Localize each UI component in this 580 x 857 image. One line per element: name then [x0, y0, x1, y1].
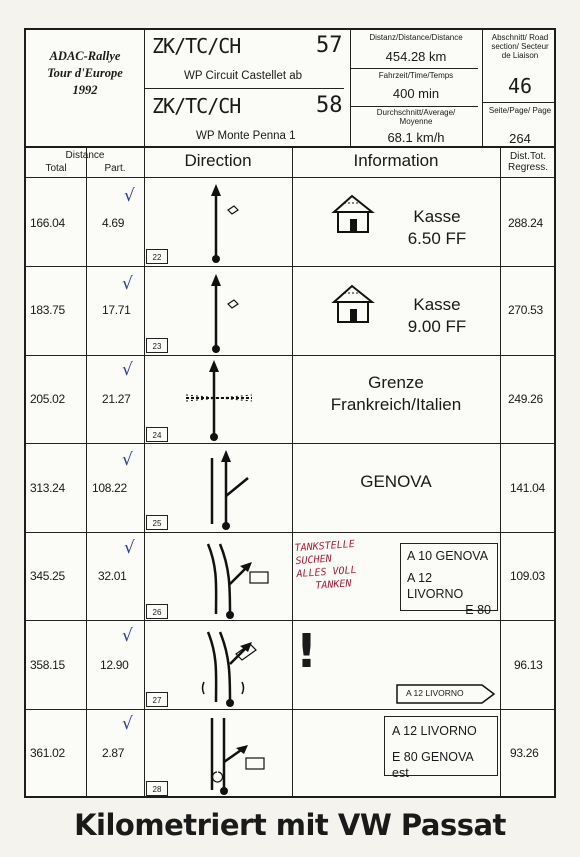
row-number: 24 — [146, 427, 168, 442]
rally-title — [26, 48, 144, 99]
divider — [350, 106, 478, 107]
row-regress: 141.04 — [510, 481, 545, 495]
checkmark: √ — [122, 274, 133, 294]
note-line: TANKEN — [315, 578, 352, 592]
roadbook-page — [24, 28, 556, 798]
row-number: 28 — [146, 781, 168, 796]
divider — [500, 148, 501, 796]
divider — [292, 148, 293, 796]
sign-line: A 12 LIVORNO — [407, 571, 464, 601]
checkmark: √ — [122, 450, 133, 470]
right-exit-diagram — [202, 714, 282, 796]
section-value: 46 — [507, 74, 533, 98]
divider — [86, 148, 87, 796]
distance-value: 454.28 km — [385, 49, 447, 64]
divider — [350, 68, 478, 69]
distance-label: Distanz/Distance/Distance — [369, 33, 463, 42]
row-regress: 93.26 — [510, 746, 539, 760]
instruction-table — [24, 148, 556, 798]
merge-diagram — [202, 626, 282, 708]
divider — [482, 102, 554, 103]
border-crossing-diagram — [184, 360, 264, 442]
sign-line: A 12 LIVORNO — [392, 724, 477, 738]
rally-subtitle: Tour d'Europe — [47, 66, 123, 80]
stage-a-code: ZK/TC/CH — [152, 34, 241, 58]
info-text: GENOVA — [360, 472, 432, 491]
checkmark: √ — [122, 360, 133, 380]
footer-slogan: Kilometriert mit VW Passat — [74, 808, 506, 842]
section-label: Abschnitt/ Road section/ Secteur de Liaison — [491, 33, 549, 60]
page-header — [24, 28, 556, 148]
direction-heading: Direction — [184, 151, 252, 170]
info-line1: Grenze — [368, 373, 424, 392]
row-regress: 288.24 — [508, 216, 543, 230]
note-line: SUCHEN — [295, 553, 333, 568]
checkmark: √ — [122, 626, 133, 646]
page-label: Seite/Page/ Page — [488, 106, 552, 115]
toll-house-icon — [330, 284, 378, 324]
row-partial: 2.87 — [102, 746, 125, 760]
row-number: 26 — [146, 604, 168, 619]
info-line1: Kasse — [413, 207, 461, 226]
divider — [26, 355, 554, 356]
rally-name: ADAC-Rallye — [49, 49, 121, 63]
row-number: 25 — [146, 515, 168, 530]
row-total: 183.75 — [30, 303, 65, 317]
warning-mark: ! — [296, 624, 317, 678]
info-line2: Frankreich/Italien — [330, 395, 462, 414]
row-regress: 109.03 — [510, 569, 545, 583]
row-number: 23 — [146, 338, 168, 353]
row-total: 345.25 — [30, 569, 65, 583]
stage-b-code: ZK/TC/CH — [152, 94, 241, 118]
row-partial: 17.71 — [102, 303, 131, 317]
sign-line: E 80 GENOVA est — [392, 750, 474, 780]
page-value: 264 — [509, 131, 531, 146]
toll-house-icon — [330, 194, 378, 234]
checkmark: √ — [124, 538, 135, 558]
info-line1: Kasse — [413, 295, 461, 314]
divider — [26, 443, 554, 444]
divider — [482, 30, 483, 146]
information-heading: Information — [353, 151, 439, 170]
stage-a-name: WP Circuit Castellet ab — [184, 70, 303, 82]
row-partial: 12.90 — [100, 658, 129, 672]
dist-tot-line1: Dist.Tot. — [509, 151, 547, 162]
checkmark: √ — [124, 186, 135, 206]
info-line2: 9.00 FF — [407, 317, 467, 336]
road-sign — [384, 716, 498, 780]
sign-line: E 80 — [465, 603, 491, 617]
right-fork-diagram — [202, 450, 262, 530]
partial-heading: Part. — [104, 163, 126, 174]
row-regress: 249.26 — [508, 392, 543, 406]
rally-year: 1992 — [72, 83, 98, 97]
note-line: TANKSTELLE — [294, 538, 356, 555]
row-regress: 96.13 — [514, 658, 543, 672]
row-total: 166.04 — [30, 216, 65, 230]
sign-line: A 10 GENOVA — [407, 549, 489, 563]
time-label: Fahrzeit/Time/Temps — [378, 71, 454, 80]
row-total: 313.24 — [30, 481, 65, 495]
straight-arrow-diagram — [196, 274, 256, 354]
info-text — [296, 372, 496, 416]
row-partial: 32.01 — [98, 569, 127, 583]
divider — [26, 266, 554, 267]
arrow-sign-label: A 12 LIVORNO — [406, 688, 464, 698]
divider — [144, 148, 145, 796]
dist-tot-heading — [500, 151, 556, 173]
distance-heading: Distance — [65, 150, 105, 161]
straight-arrow-diagram — [196, 184, 256, 264]
stage-b-name: WP Monte Penna 1 — [196, 130, 296, 142]
divider — [26, 709, 554, 710]
row-regress: 270.53 — [508, 303, 543, 317]
row-partial: 108.22 — [92, 481, 127, 495]
total-heading: Total — [45, 163, 67, 174]
divider — [350, 30, 351, 146]
handwritten-note — [294, 538, 358, 594]
row-total: 361.02 — [30, 746, 65, 760]
road-sign — [400, 543, 498, 617]
divider — [26, 532, 554, 533]
row-total: 205.02 — [30, 392, 65, 406]
checkmark: √ — [122, 714, 133, 734]
row-number: 27 — [146, 692, 168, 707]
row-total: 358.15 — [30, 658, 65, 672]
row-partial: 4.69 — [102, 216, 125, 230]
info-line2: 6.50 FF — [407, 229, 467, 248]
diverge-right-diagram — [202, 538, 282, 620]
stage-a-number: 57 — [316, 33, 343, 58]
divider — [26, 620, 554, 621]
row-partial: 21.27 — [102, 392, 131, 406]
average-value: 68.1 km/h — [387, 130, 445, 145]
row-number: 22 — [146, 249, 168, 264]
note-line: ALLES VOLL — [296, 564, 357, 581]
dist-tot-line2: Regress. — [507, 162, 548, 173]
info-text — [382, 294, 492, 338]
divider — [26, 177, 554, 178]
time-value: 400 min — [392, 86, 440, 101]
info-text — [382, 206, 492, 250]
average-label: Durchschnitt/Average/ Moyenne — [376, 108, 456, 126]
stage-b-number: 58 — [316, 93, 343, 118]
divider — [144, 88, 344, 89]
